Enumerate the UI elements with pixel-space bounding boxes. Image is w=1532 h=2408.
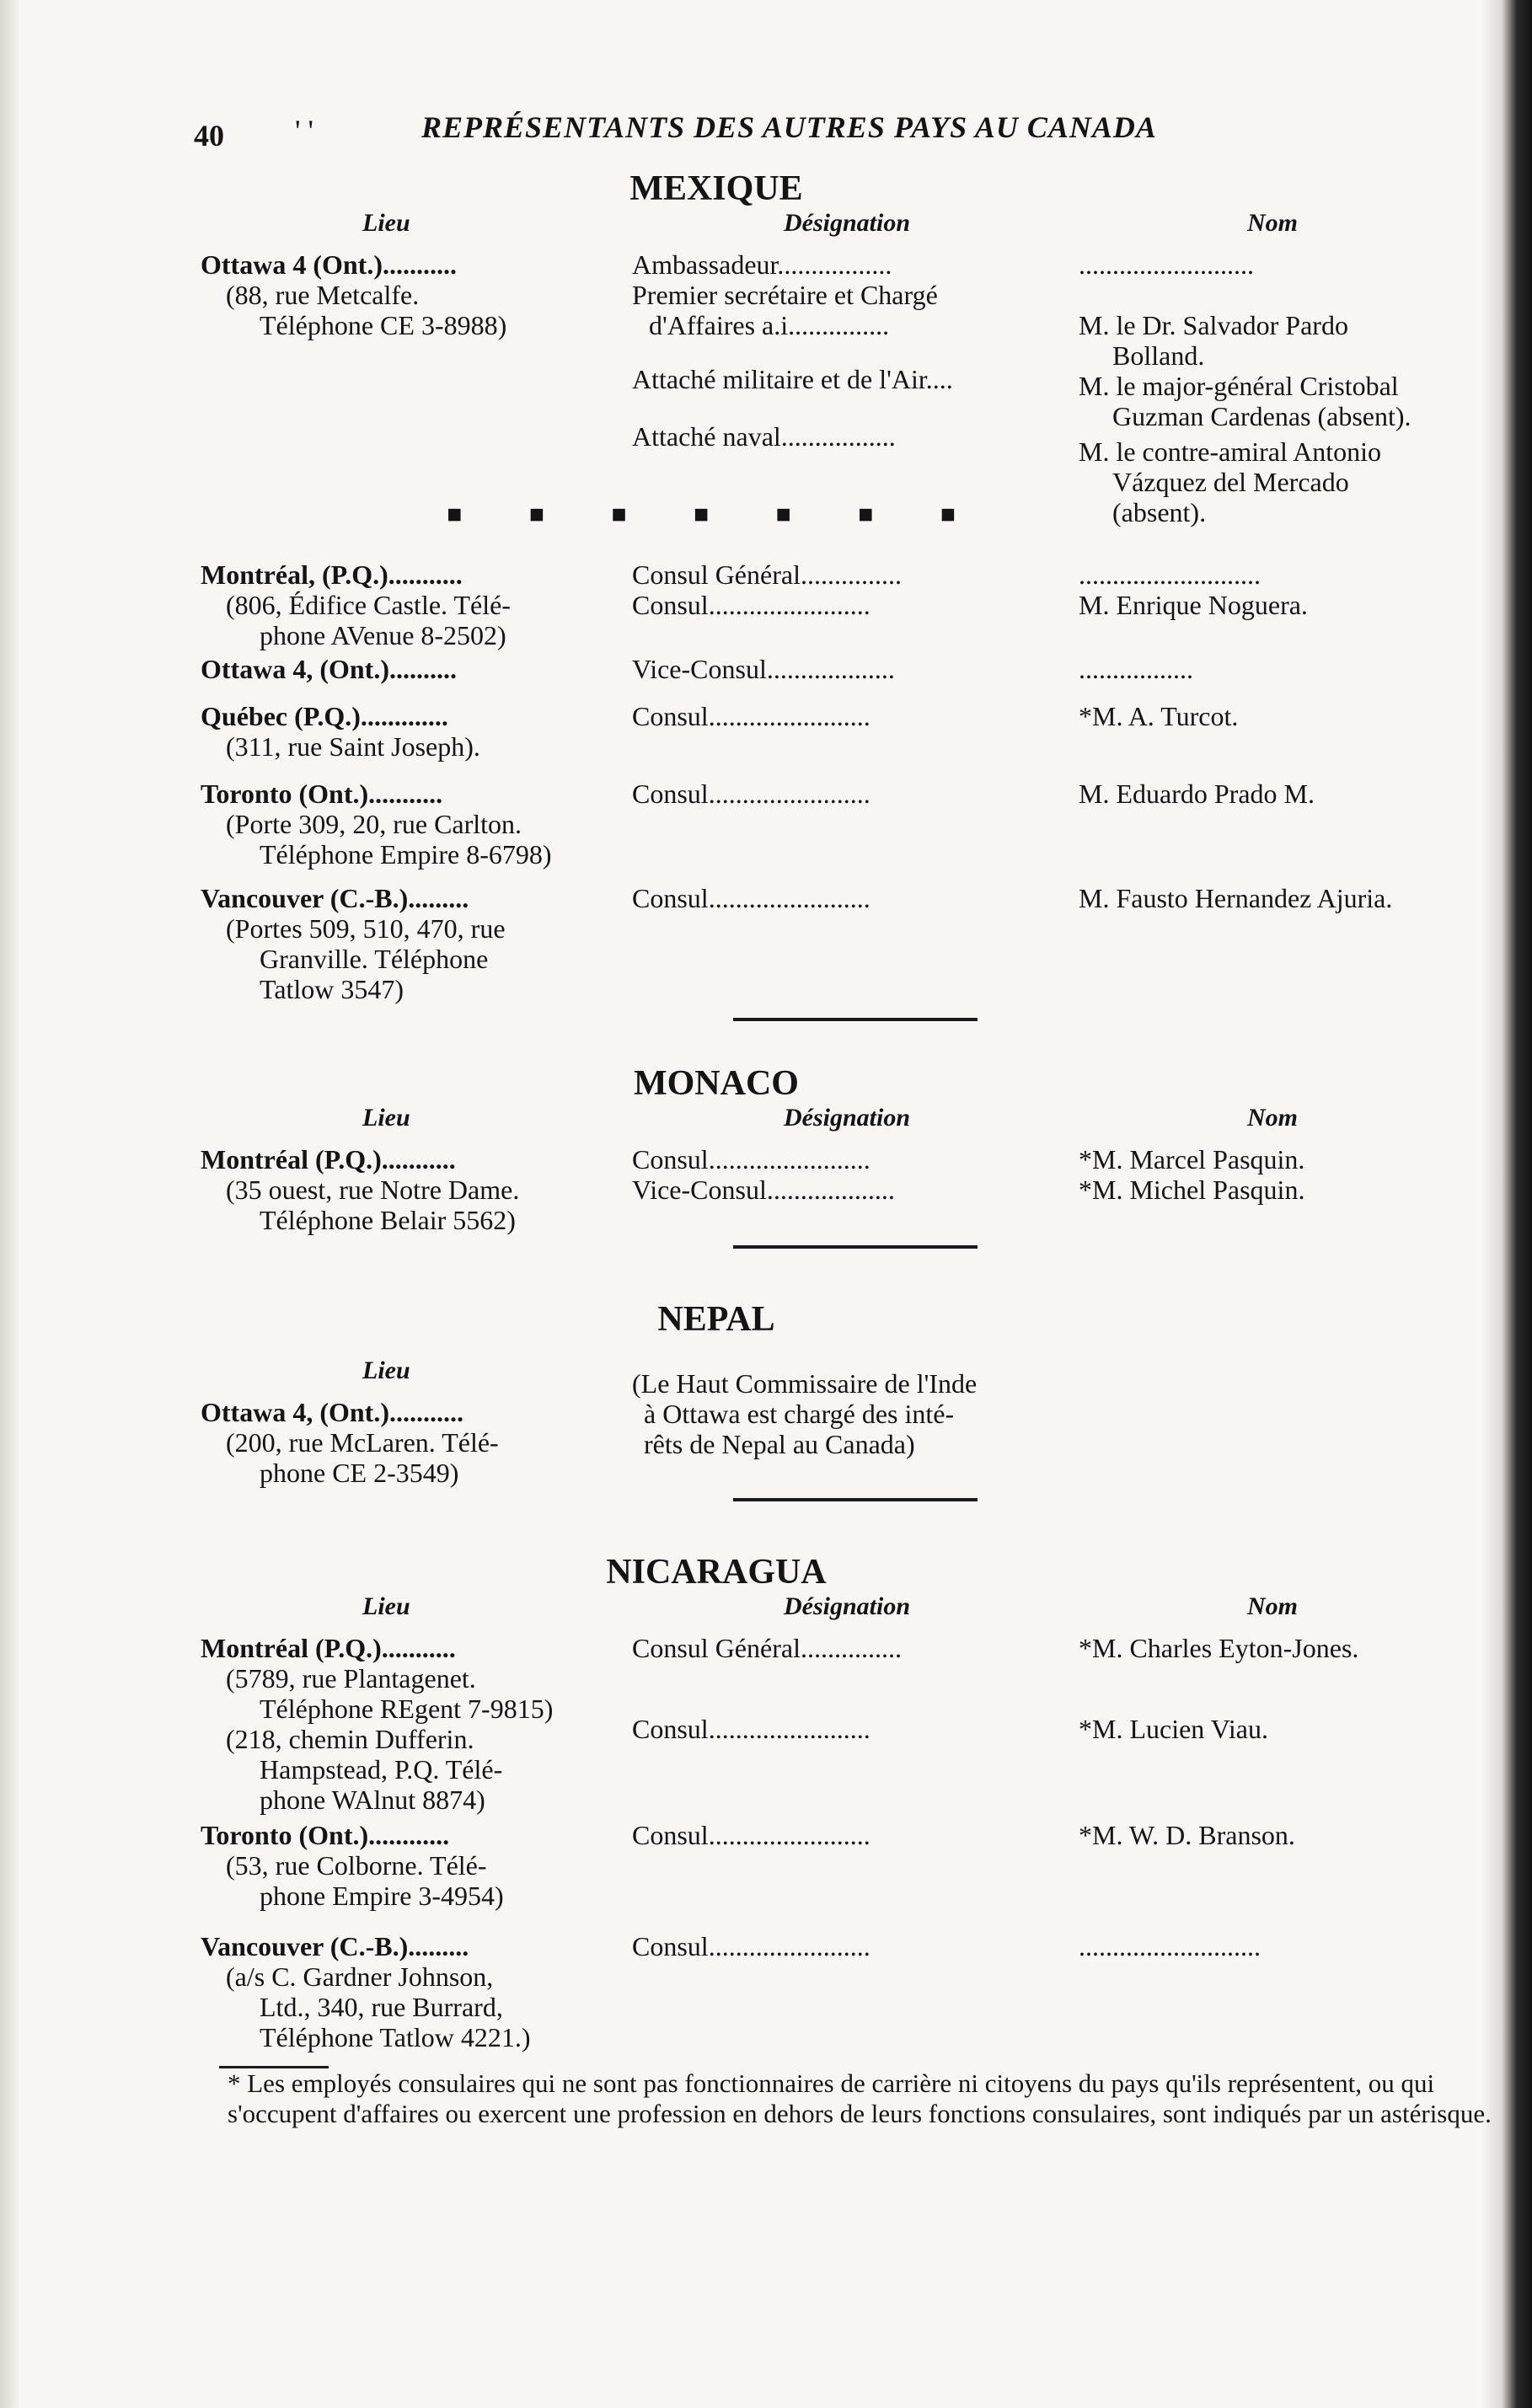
entry-role: d'Affaires a.i............... (649, 310, 890, 340)
entry-address: (Porte 309, 20, rue Carlton. (226, 809, 522, 839)
running-header (194, 110, 1483, 169)
footnote: * Les employés consulaires qui ne sont pas fonctionnaires de carrière ni citoyens du pays qu'ils représentent, ou qui s'occupent d'affaires ou exercent une profession en dehors de leurs fonctions consulaires, sont indiqués par un astérisque. (228, 2068, 1492, 2128)
entry-address: phone Empire 3-4954) (260, 1881, 504, 1911)
entry-address: (53, rue Colborne. Télé- (226, 1850, 487, 1881)
column-lieu: Lieu (362, 1104, 410, 1132)
section-title-nepal: NEPAL (657, 1300, 775, 1339)
entry-address: Tatlow 3547) (260, 974, 404, 1004)
entry-name: Guzman Cardenas (absent). (1112, 401, 1411, 431)
entry-address: Téléphone Tatlow 4221.) (260, 2022, 531, 2052)
entry-role: Consul........................ (632, 1714, 870, 1744)
entry-name: *M. Marcel Pasquin. (1079, 1144, 1305, 1175)
entry-name: Bolland. (1112, 340, 1205, 371)
entry-mexique-ottawa (194, 249, 1483, 527)
entry-city: Vancouver (C.-B.)......... (201, 1931, 469, 1961)
entry-role: Consul........................ (632, 883, 870, 913)
entry-address: Téléphone REgent 7-9815) (260, 1694, 554, 1724)
entry-address: (35 ouest, rue Notre Dame. (226, 1175, 520, 1205)
column-designation: Désignation (784, 1104, 911, 1132)
entry-name: M. le Dr. Salvador Pardo (1079, 310, 1348, 340)
entry-address: (5789, rue Plantagenet. (226, 1663, 476, 1694)
entry-role: Consul........................ (632, 1144, 870, 1175)
entry-mexique-quebec (194, 701, 1483, 779)
section-rule (733, 1245, 978, 1249)
entry-name: M. le major-général Cristobal (1079, 371, 1399, 401)
entry-name: .......................... (1079, 249, 1254, 280)
entry-role: Attaché naval................. (632, 421, 896, 452)
scan-edge-left (0, 0, 19, 2408)
entry-nicaragua-vancouver (194, 1931, 1483, 2066)
entry-address: Granville. Téléphone (260, 944, 489, 974)
entry-name: *M. A. Turcot. (1079, 701, 1239, 731)
column-headers-nicaragua (194, 1592, 1483, 1633)
section-title-mexique: MEXIQUE (629, 169, 803, 208)
entry-role: Attaché militaire et de l'Air.... (632, 364, 953, 394)
entry-city: Montréal (P.Q.)........... (201, 1633, 456, 1663)
document-page (194, 110, 1492, 2129)
entry-mexique-toronto (194, 779, 1483, 883)
entry-address: Téléphone Belair 5562) (260, 1205, 516, 1235)
entry-mexique-ottawa-vice-consul (194, 654, 1483, 701)
column-designation: Désignation (784, 209, 911, 237)
column-lieu: Lieu (362, 209, 410, 237)
column-nom: Nom (1247, 1592, 1298, 1620)
entry-monaco-montreal (194, 1144, 1483, 1245)
entry-role: Premier secrétaire et Chargé (632, 280, 938, 310)
running-title: REPRÉSENTANTS DES AUTRES PAYS AU CANADA (421, 110, 1157, 144)
column-lieu: Lieu (362, 1357, 410, 1384)
entry-address: phone CE 2-3549) (260, 1458, 459, 1488)
entry-address: Hampstead, P.Q. Télé- (260, 1754, 503, 1785)
entry-address: Ltd., 340, rue Burrard, (260, 1992, 503, 2022)
entry-role: Consul........................ (632, 590, 870, 620)
section-rule (733, 1018, 978, 1021)
entry-city: Ottawa 4 (Ont.)........... (201, 249, 457, 280)
entry-role: Ambassadeur................. (632, 249, 892, 280)
entry-name: *M. Lucien Viau. (1079, 1714, 1268, 1744)
section-title-nicaragua: NICARAGUA (606, 1553, 827, 1592)
entry-address: (200, rue McLaren. Télé- (226, 1427, 499, 1458)
entry-role: Consul Général............... (632, 1633, 902, 1663)
entry-name: *M. W. D. Branson. (1079, 1820, 1295, 1850)
entry-role: Consul........................ (632, 1931, 870, 1961)
section-separator: ■ ■ ■ ■ ■ ■ ■ (447, 500, 986, 528)
entry-mexique-montreal (194, 559, 1483, 654)
entry-city: Ottawa 4, (Ont.).......... (201, 654, 457, 684)
entry-name: *M. Charles Eyton-Jones. (1079, 1633, 1359, 1663)
entry-name: M. Eduardo Prado M. (1079, 779, 1315, 809)
entry-address: Téléphone CE 3-8988) (260, 310, 507, 340)
entry-role: Consul........................ (632, 701, 870, 731)
entry-address: (Portes 509, 510, 470, rue (226, 913, 506, 944)
entry-role: Consul Général............... (632, 559, 902, 590)
entry-address: (218, chemin Dufferin. (226, 1724, 474, 1754)
section-rule (733, 1498, 978, 1501)
column-headers-monaco (194, 1104, 1483, 1144)
entry-address: Téléphone Empire 8-6798) (260, 839, 552, 870)
entry-city: Montréal, (P.Q.)........... (201, 559, 463, 590)
entry-note: rêts de Nepal au Canada) (644, 1429, 915, 1459)
entry-address: phone AVenue 8-2502) (260, 620, 506, 650)
entry-note: (Le Haut Commissaire de l'Inde (632, 1368, 978, 1399)
entry-nicaragua-montreal (194, 1633, 1483, 1820)
column-nom: Nom (1247, 1104, 1298, 1132)
entry-address: (311, rue Saint Joseph). (226, 731, 480, 762)
entry-role: Vice-Consul................... (632, 1175, 895, 1205)
entry-mexique-vancouver (194, 883, 1483, 1018)
entry-address: (a/s C. Gardner Johnson, (226, 1961, 494, 1992)
scan-edge-right (1481, 0, 1532, 2408)
entry-city: Toronto (Ont.)............ (201, 1820, 450, 1850)
entry-name: M. le contre-amiral Antonio (1079, 436, 1382, 467)
column-headers-mexique (194, 209, 1483, 249)
entry-role: Consul........................ (632, 1820, 870, 1850)
entry-city: Montréal (P.Q.)........... (201, 1144, 456, 1175)
column-designation: Désignation (784, 1592, 911, 1620)
entry-name: ........................... (1079, 1931, 1261, 1961)
page-number: 40 (194, 119, 224, 153)
section-title-monaco: MONACO (634, 1064, 799, 1103)
entry-name: M. Enrique Noguera. (1079, 590, 1308, 620)
entry-name: ................. (1079, 654, 1193, 684)
header-marks: ' ' (295, 114, 313, 147)
entry-role: Consul........................ (632, 779, 870, 809)
entry-name: M. Fausto Hernandez Ajuria. (1079, 883, 1393, 913)
entry-name: ........................... (1079, 559, 1261, 590)
entry-address: (88, rue Metcalfe. (226, 280, 420, 310)
entry-address: phone WAlnut 8874) (260, 1785, 485, 1815)
entry-role: Vice-Consul................... (632, 654, 895, 684)
entry-nicaragua-toronto (194, 1820, 1483, 1931)
entry-city: Vancouver (C.-B.)......... (201, 883, 469, 913)
entry-note: à Ottawa est chargé des inté- (644, 1399, 955, 1429)
entry-name: Vázquez del Mercado (1112, 467, 1349, 497)
column-nom: Nom (1247, 209, 1298, 237)
column-lieu: Lieu (362, 1592, 410, 1620)
entry-address: (806, Édifice Castle. Télé- (226, 590, 511, 620)
entry-city: Québec (P.Q.)............. (201, 701, 448, 731)
entry-name: (absent). (1112, 497, 1207, 527)
entry-city: Toronto (Ont.)........... (201, 779, 443, 809)
entry-name: *M. Michel Pasquin. (1079, 1175, 1305, 1205)
entry-city: Ottawa 4, (Ont.)........... (201, 1397, 463, 1427)
